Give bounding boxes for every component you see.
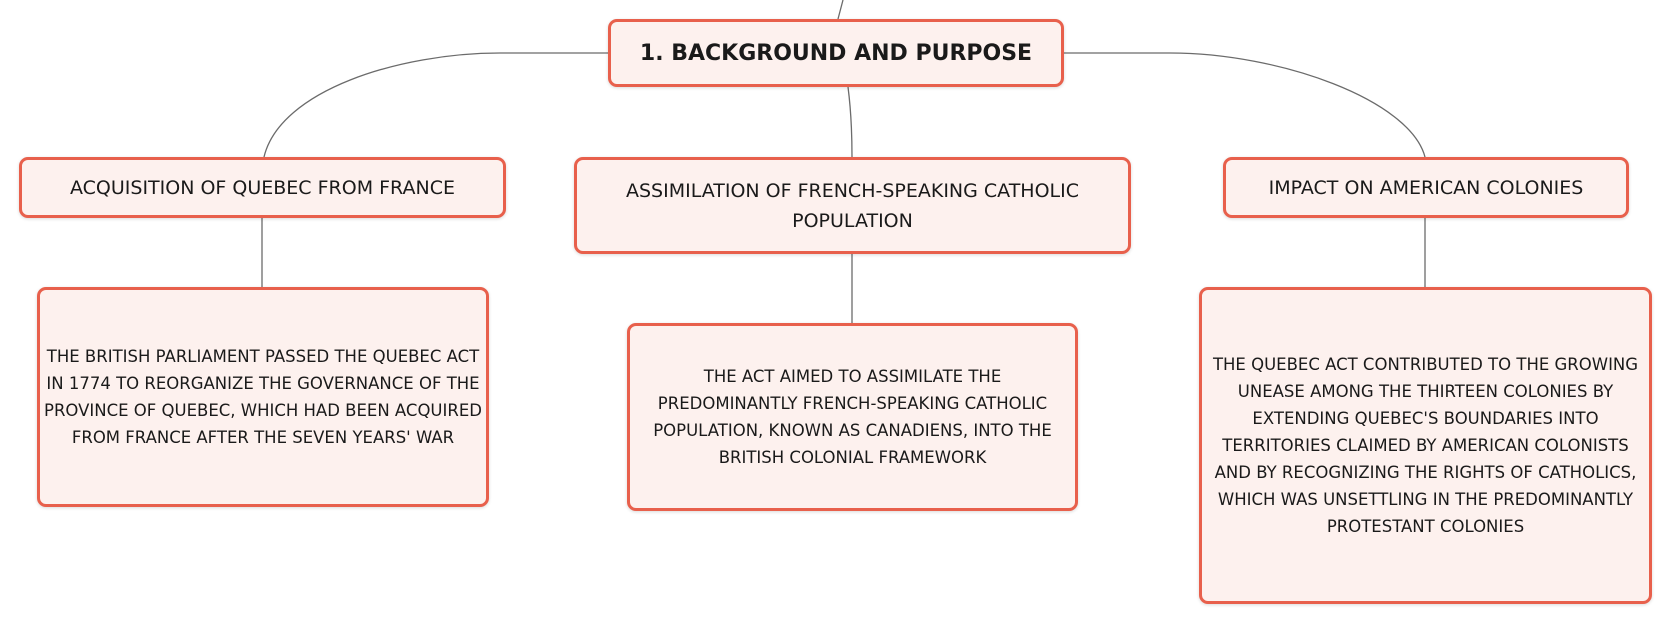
topic-node-label: ACQUISITION OF QUEBEC FROM FRANCE xyxy=(70,176,455,199)
connector-to-parent xyxy=(838,0,843,19)
topic-node-impact[interactable] xyxy=(1223,157,1629,218)
detail-node-acquisition[interactable] xyxy=(37,287,489,507)
topic-node-assimilation[interactable] xyxy=(574,157,1131,254)
detail-node-text: THE QUEBEC ACT CONTRIBUTED TO THE GROWING UNEASE AMONG THE THIRTEEN COLONIES BY EXTENDING QUEBEC'S BOUNDARIES INTO TERRITORIES CLAIMED BY AMERICAN COLONISTS AND BY RECOGNIZING THE RIGHTS OF CATHOLICS, WHICH WAS UNSETTLING IN THE PREDOMINANTLY PROTESTANT COLONIES xyxy=(1212,355,1639,536)
detail-node-impact[interactable] xyxy=(1199,287,1652,604)
detail-node-assimilation[interactable] xyxy=(627,323,1078,511)
connector-root-to-topic-3 xyxy=(1064,53,1425,157)
root-node[interactable] xyxy=(608,19,1064,87)
topic-node-label: IMPACT ON AMERICAN COLONIES xyxy=(1268,176,1584,199)
detail-node-text: THE ACT AIMED TO ASSIMILATE THE PREDOMINANTLY FRENCH-SPEAKING CATHOLIC POPULATION, KNOWN AS CANADIENS, INTO THE BRITISH COLONIAL FRAMEWORK xyxy=(653,367,1052,467)
connector-root-to-topic-1 xyxy=(264,53,608,157)
topic-node-acquisition[interactable] xyxy=(19,157,506,218)
connector-root-to-topic-2 xyxy=(848,87,852,157)
topic-node-label: ASSIMILATION OF FRENCH-SPEAKING CATHOLIC POPULATION xyxy=(625,179,1079,232)
root-node-label: 1. BACKGROUND AND PURPOSE xyxy=(639,40,1033,66)
detail-node-text: THE BRITISH PARLIAMENT PASSED THE QUEBEC ACT IN 1774 TO REORGANIZE THE GOVERNANCE OF THE PROVINCE OF QUEBEC, WHICH HAD BEEN ACQUIRED FROM FRANCE AFTER THE SEVEN YEARS' WAR xyxy=(44,347,482,447)
